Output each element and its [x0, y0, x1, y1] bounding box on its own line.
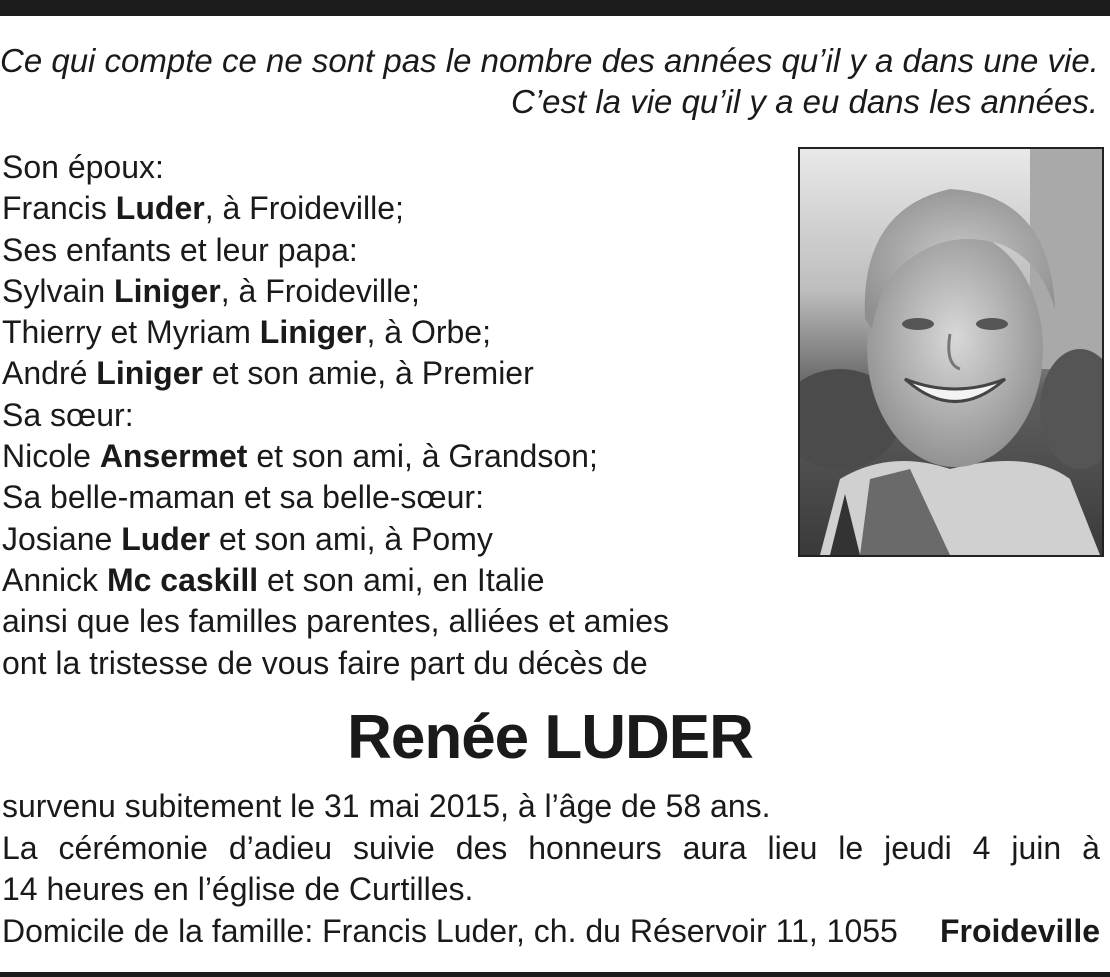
quote-line-1: Ce qui compte ce ne sont pas le nombre des années qu’il y a dans une vie.: [0, 42, 1099, 79]
ceremony-time-line: 14 heures en l’église de Curtilles.: [2, 871, 474, 907]
portrait-image: [800, 149, 1102, 555]
family-surname: Liniger: [259, 314, 367, 351]
family-line-text: Josiane: [2, 520, 122, 557]
deceased-name: Renée LUDER: [347, 703, 753, 772]
address-town: Froideville: [939, 912, 1100, 949]
family-line-text: Thierry et Myriam: [2, 314, 260, 351]
family-line-location: et son amie, à Premier: [202, 355, 534, 392]
epigraph-quote: [0, 40, 1098, 122]
family-surname: Ansermet: [99, 438, 248, 475]
family-surname: Liniger: [114, 272, 221, 309]
family-line: [2, 560, 782, 601]
family-line: [2, 147, 782, 188]
family-line: [2, 230, 782, 271]
ceremony-word: lieu: [767, 829, 818, 866]
family-line-text: André: [2, 355, 97, 392]
ceremony-word: aura: [682, 829, 747, 866]
quote-line-2: C’est la vie qu’il y a eu dans les années.: [510, 83, 1098, 120]
family-line-text: Annick: [2, 561, 107, 598]
family-line-text: ainsi que les familles parentes, alliées et amies: [2, 603, 669, 640]
family-line-text: Sa belle-maman et sa belle-sœur:: [2, 479, 484, 516]
ceremony-word: à: [1082, 829, 1100, 866]
family-line-text: Ses enfants et leur papa:: [2, 231, 358, 268]
ceremony-word: 4: [972, 829, 991, 866]
family-line: [2, 271, 782, 312]
family-line-location: et son ami, en Italie: [258, 561, 545, 598]
ceremony-word: des: [455, 829, 508, 866]
family-surname: Mc caskill: [106, 561, 259, 598]
ceremony-word: honneurs: [528, 829, 662, 866]
family-line: [2, 519, 782, 560]
family-surname: Liniger: [96, 355, 203, 392]
ceremony-word: juin: [1011, 829, 1062, 866]
family-list: [2, 147, 782, 684]
family-line-location: , à Orbe;: [366, 314, 491, 351]
bottom-rule: [0, 972, 1110, 977]
family-line-location: , à Froideville;: [204, 190, 404, 227]
ceremony-word: jeudi: [884, 829, 952, 866]
family-address-line: [2, 911, 1100, 953]
family-line-text: Sa sœur:: [2, 396, 134, 433]
address-text: Domicile de la famille: Francis Luder, ch. du Réservoir 11, 1055: [2, 912, 898, 949]
announcement-details: [2, 786, 1100, 952]
ceremony-word: cérémonie: [58, 829, 208, 866]
ceremony-line: [2, 828, 1100, 870]
top-rule: [0, 0, 1110, 16]
family-line-location: et son ami, à Pomy: [210, 520, 493, 557]
family-line-location: et son ami, à Grandson;: [247, 438, 598, 475]
family-line-text: Nicole: [2, 438, 100, 475]
portrait-photo: [798, 147, 1104, 557]
family-line: [2, 643, 782, 684]
family-line-text: Sylvain: [2, 272, 115, 309]
family-line-text: Son époux:: [2, 149, 164, 185]
family-surname: Luder: [115, 190, 205, 227]
family-line-text: ont la tristesse de vous faire part du décès de: [2, 644, 648, 681]
family-line: [2, 601, 782, 642]
family-line: [2, 395, 782, 436]
family-line: [2, 188, 782, 229]
ceremony-word: d’adieu: [228, 829, 333, 866]
family-line-text: Francis: [2, 190, 116, 227]
family-line: [2, 477, 782, 518]
ceremony-word: suivie: [352, 829, 435, 866]
ceremony-word: La: [2, 829, 38, 866]
family-line: [2, 436, 782, 477]
family-line: [2, 353, 782, 394]
family-surname: Luder: [121, 520, 211, 557]
death-date-line: survenu subitement le 31 mai 2015, à l’âge de 58 ans.: [2, 788, 771, 824]
family-line: [2, 312, 782, 353]
ceremony-word: le: [838, 829, 864, 866]
family-line-location: , à Froideville;: [220, 272, 420, 309]
